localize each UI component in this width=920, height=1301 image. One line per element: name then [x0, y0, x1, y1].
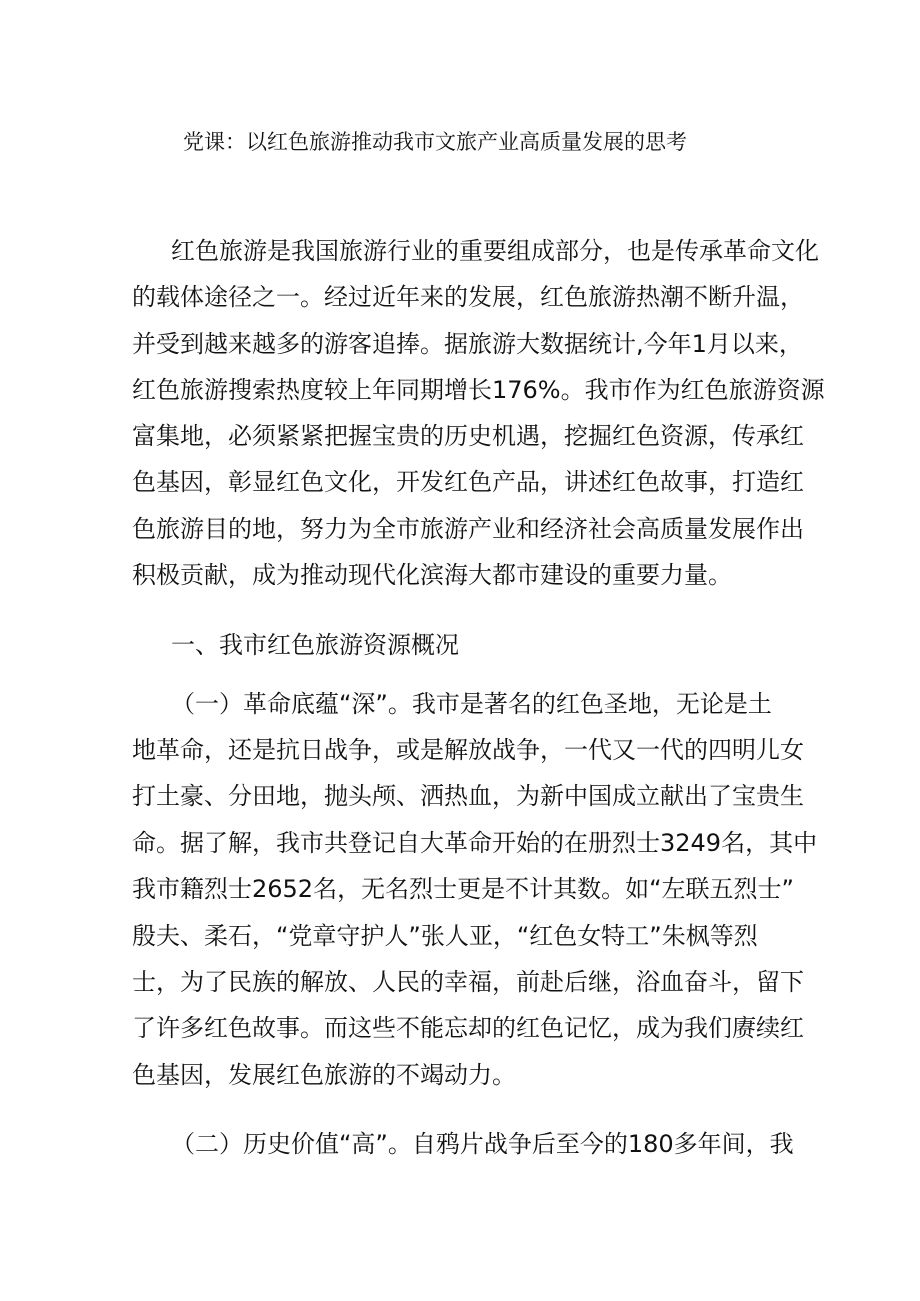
paragraph-line: 我市籍烈士2652名，无名烈士更是不计其数。如“左联五烈士” — [132, 875, 794, 903]
paragraph-line: 士，为了民族的解放、人民的幸福，前赴后继，浴血奋斗，留下 — [132, 968, 804, 996]
paragraph-line: 色基因，彰显红色文化，开发红色产品，讲述红色故事，打造红 — [132, 468, 804, 496]
document-title: 党课：以红色旅游推动我市文旅产业高质量发展的思考 — [183, 130, 687, 154]
paragraph-line: 打土豪、分田地，抛头颅、洒热血，为新中国成立献出了宝贵生 — [132, 782, 804, 810]
paragraph-line: （二）历史价值“高”。自鸦片战争后至今的180多年间，我 — [171, 1130, 794, 1158]
paragraph-line: 命。据了解，我市共登记自大革命开始的在册烈士3249名，其中 — [132, 829, 818, 857]
paragraph-line: 的载体途径之一。经过近年来的发展，红色旅游热潮不断升温， — [132, 283, 804, 311]
paragraph-line: 色旅游目的地，努力为全市旅游产业和经济社会高质量发展作出 — [132, 515, 804, 543]
paragraph-line: 红色旅游是我国旅游行业的重要组成部分，也是传承革命文化 — [171, 237, 819, 265]
paragraph-line: 富集地，必须紧紧把握宝贵的历史机遇，挖掘红色资源，传承红 — [132, 422, 804, 450]
paragraph-line: 红色旅游搜索热度较上年同期增长176%。我市作为红色旅游资源 — [132, 376, 825, 404]
paragraph-line: （一）革命底蕴“深”。我市是著名的红色圣地，无论是土 — [171, 690, 772, 718]
paragraph-line: 了许多红色故事。而这些不能忘却的红色记忆，成为我们赓续红 — [132, 1014, 804, 1042]
paragraph-line: 地革命，还是抗日战争，或是解放战争，一代又一代的四明儿女 — [132, 736, 804, 764]
section-heading: 一、我市红色旅游资源概况 — [171, 631, 459, 659]
paragraph-line: 色基因，发展红色旅游的不竭动力。 — [132, 1061, 516, 1089]
paragraph-line: 并受到越来越多的游客追捧。据旅游大数据统计,今年1月以来， — [132, 330, 803, 358]
paragraph-line: 积极贡献，成为推动现代化滨海大都市建设的重要力量。 — [132, 561, 732, 589]
paragraph-line: 殷夫、柔石，“党章守护人”张人亚，“红色女特工”朱枫等烈 — [132, 922, 758, 950]
